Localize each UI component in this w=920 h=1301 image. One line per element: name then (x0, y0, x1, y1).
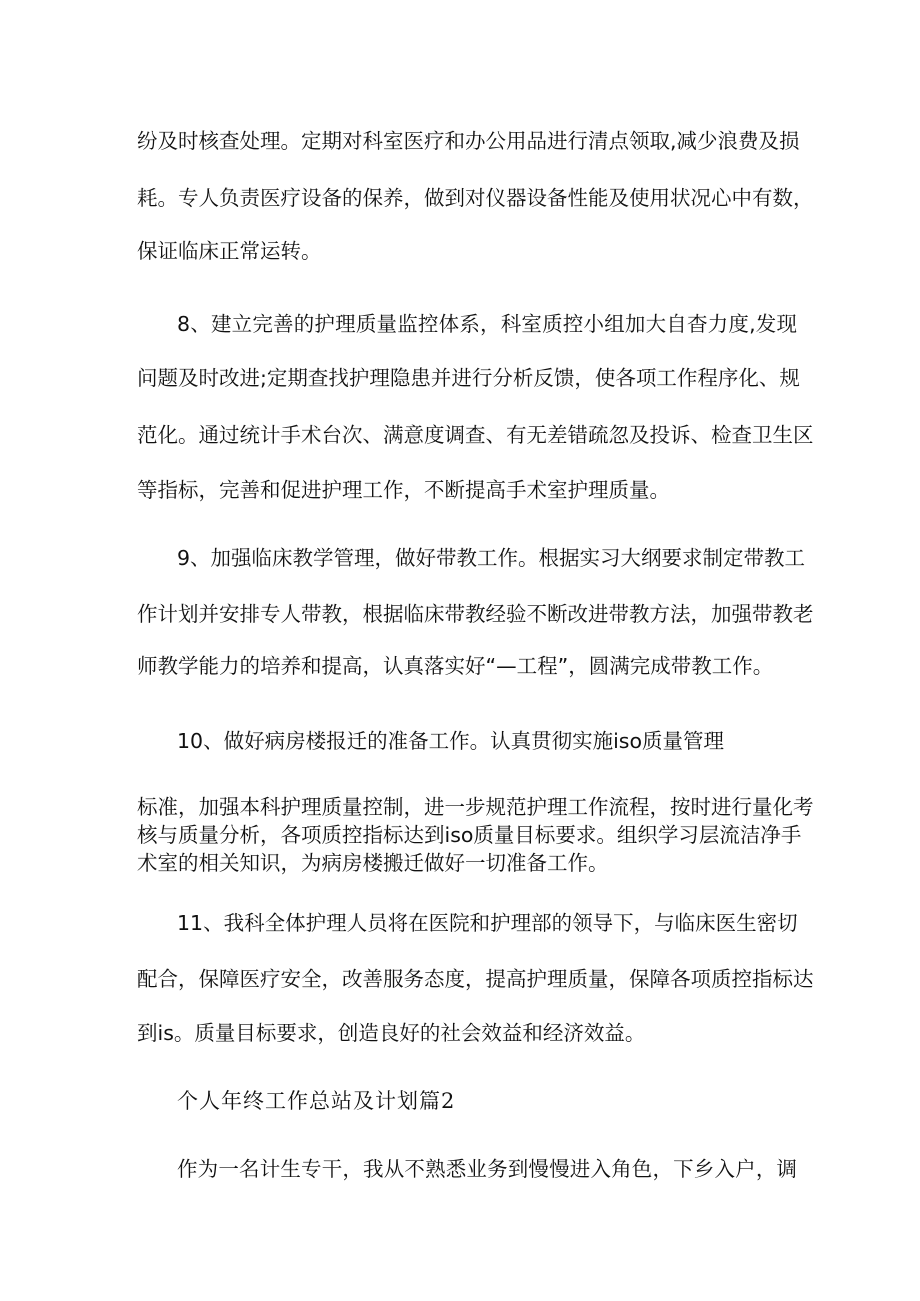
body-line: 配合，保障医疗安全，改善服务态度，提高护理质量，保障各项质控指标达 (137, 967, 814, 991)
paragraph-first-line: 9、加强临床教学管理，做好带教工作。根据实习大纲要求制定带教工 (177, 546, 806, 570)
body-line: 核与质量分析，各项质控指标达到iso质量目标要求。组织学习层流洁净手 (137, 823, 802, 847)
paragraph-first-line: 11、我科全体护理人员将在医院和护理部的领导下，与临床医生密切 (177, 911, 798, 935)
body-line: 术室的相关知识，为病房楼搬迁做好一切准备工作。 (137, 851, 609, 875)
paragraph-first-line: 10、做好病房楼报迁的准备工作。认真贯彻实施iso质量管理 (177, 729, 725, 753)
body-line: 保证临床正常运转。 (137, 239, 322, 263)
body-line: 范化。通过统计手术台次、满意度调查、有无差错疏忽及投诉、检查卫生区 (137, 423, 814, 447)
body-line: 耗。专人负责医疗设备的保养，做到对仪器设备性能及使用状况心中有数， (137, 186, 814, 210)
body-line: 纷及时核查处理。定期对科室医疗和办公用品进行清点领取,减少浪费及损 (137, 129, 800, 153)
paragraph-first-line: 作为一名计生专干，我从不熟悉业务到慢慢进入角色，下乡入户，调 (177, 1157, 797, 1181)
body-line: 标准，加强本科护理质量控制，进一步规范护理工作流程，按时进行量化考 (137, 795, 814, 819)
body-line: 师教学能力的培养和提高，认真落实好“—工程”，圆满完成带教工作。 (137, 654, 774, 678)
body-line: 问题及时改进;定期查找护理隐患并进行分析反馈，使各项工作程序化、规 (137, 366, 800, 390)
body-line: 等指标，完善和促进护理工作，不断提高手术室护理质量。 (137, 478, 670, 502)
body-line: 到is。质量目标要求，创造良好的社会效益和经济效益。 (137, 1021, 646, 1045)
section-heading: 个人年终工作总站及计划篇2 (177, 1089, 456, 1113)
body-line: 作计划并安排专人带教，根据临床带教经验不断改进带教方法，加强带教老 (137, 602, 814, 626)
paragraph-first-line: 8、建立完善的护理质量监控体系，科室质控小组加大自杳力度,发现 (177, 312, 797, 336)
